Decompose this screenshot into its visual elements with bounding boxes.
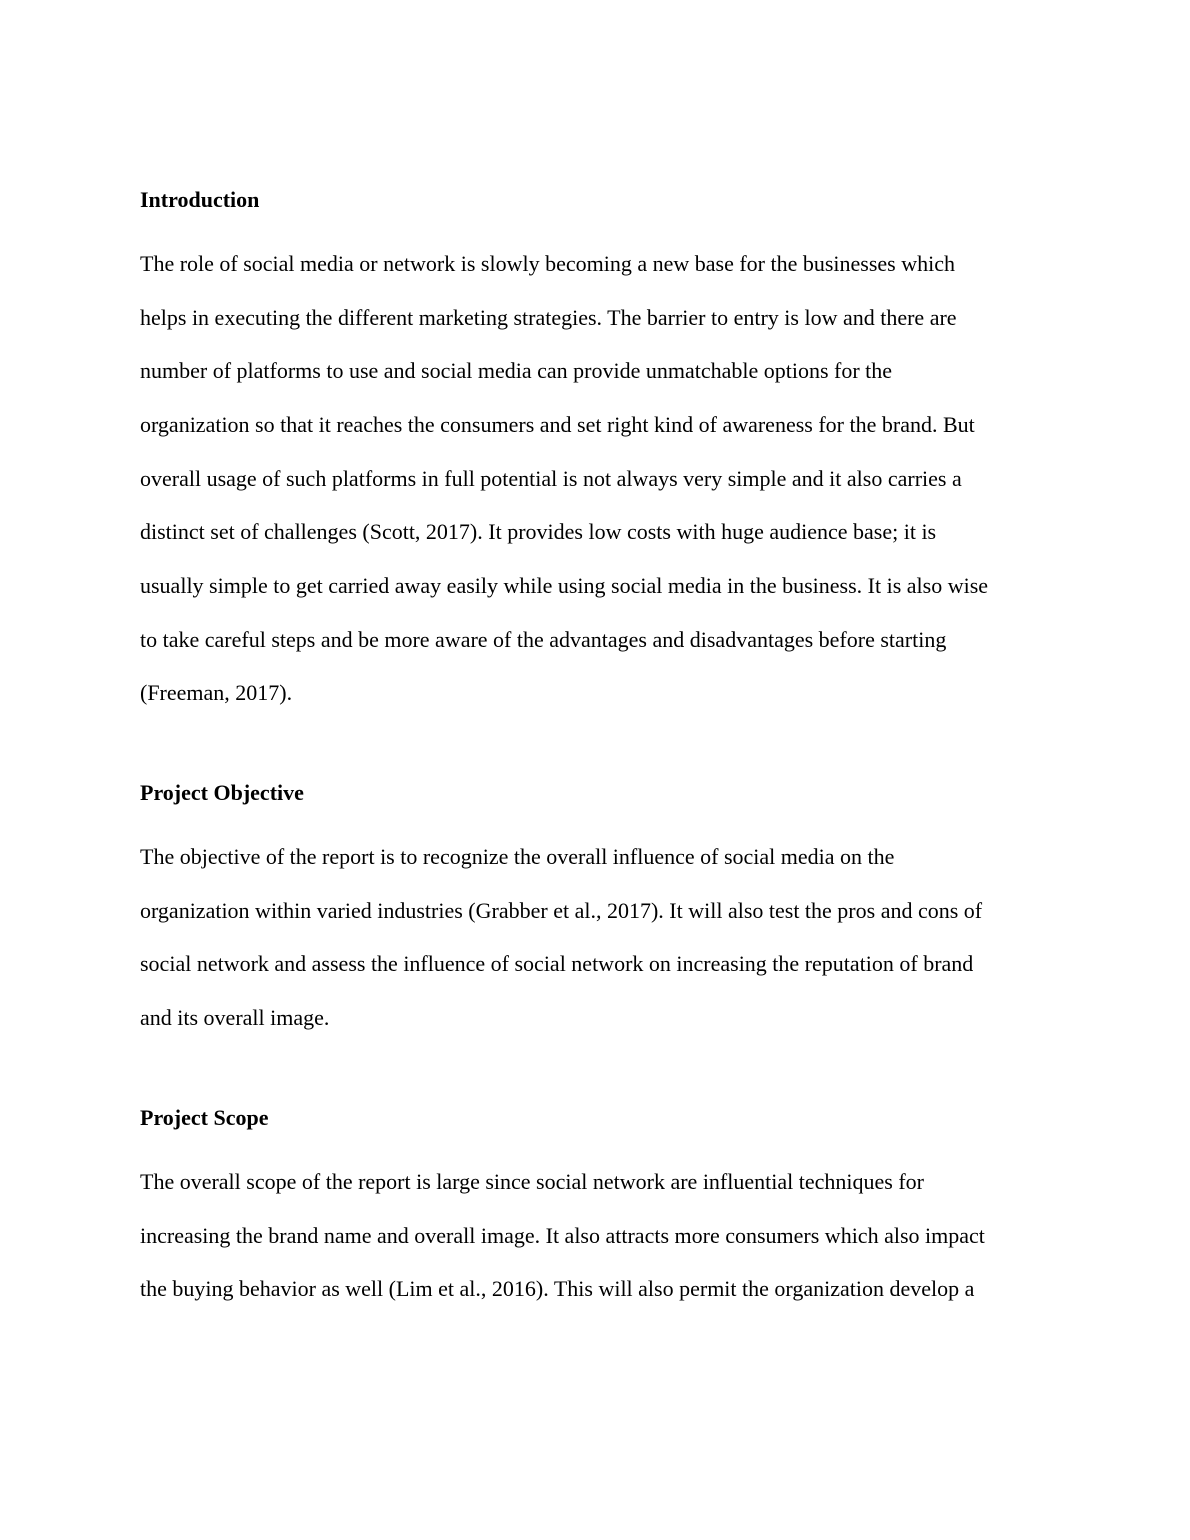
paragraph-line: helps in executing the different marketing strategies. The barrier to entry is low and there are: [140, 305, 957, 330]
paragraph-line: overall usage of such platforms in full potential is not always very simple and it also carries a: [140, 466, 962, 491]
paragraph-line: The objective of the report is to recognize the overall influence of social media on the: [140, 844, 895, 869]
paragraph-line: distinct set of challenges (Scott, 2017). It provides low costs with huge audience base; it is: [140, 519, 937, 544]
paragraph-line: increasing the brand name and overall image. It also attracts more consumers which also impact: [140, 1223, 985, 1248]
section-heading-introduction: Introduction: [140, 187, 260, 212]
paragraph-line: usually simple to get carried away easily while using social media in the business. It is also wise: [140, 573, 989, 598]
paragraph-line: organization so that it reaches the consumers and set right kind of awareness for the brand. But: [140, 412, 975, 437]
paragraph-line: organization within varied industries (Grabber et al., 2017). It will also test the pros and cons of: [140, 898, 983, 923]
paragraph-line: the buying behavior as well (Lim et al., 2016). This will also permit the organization develop a: [140, 1276, 975, 1301]
section-heading-project-scope: Project Scope: [140, 1105, 269, 1130]
paragraph-line: number of platforms to use and social media can provide unmatchable options for the: [140, 358, 893, 383]
paragraph-line: social network and assess the influence of social network on increasing the reputation of brand: [140, 951, 974, 976]
paragraph-line: The overall scope of the report is large since social network are influential techniques for: [140, 1169, 924, 1194]
paragraph-line: The role of social media or network is slowly becoming a new base for the businesses which: [140, 251, 956, 276]
paragraph-line: and its overall image.: [140, 1005, 330, 1030]
section-heading-project-objective: Project Objective: [140, 780, 304, 805]
paragraph-line: to take careful steps and be more aware of the advantages and disadvantages before starting: [140, 627, 947, 652]
paragraph-line: (Freeman, 2017).: [140, 680, 293, 705]
